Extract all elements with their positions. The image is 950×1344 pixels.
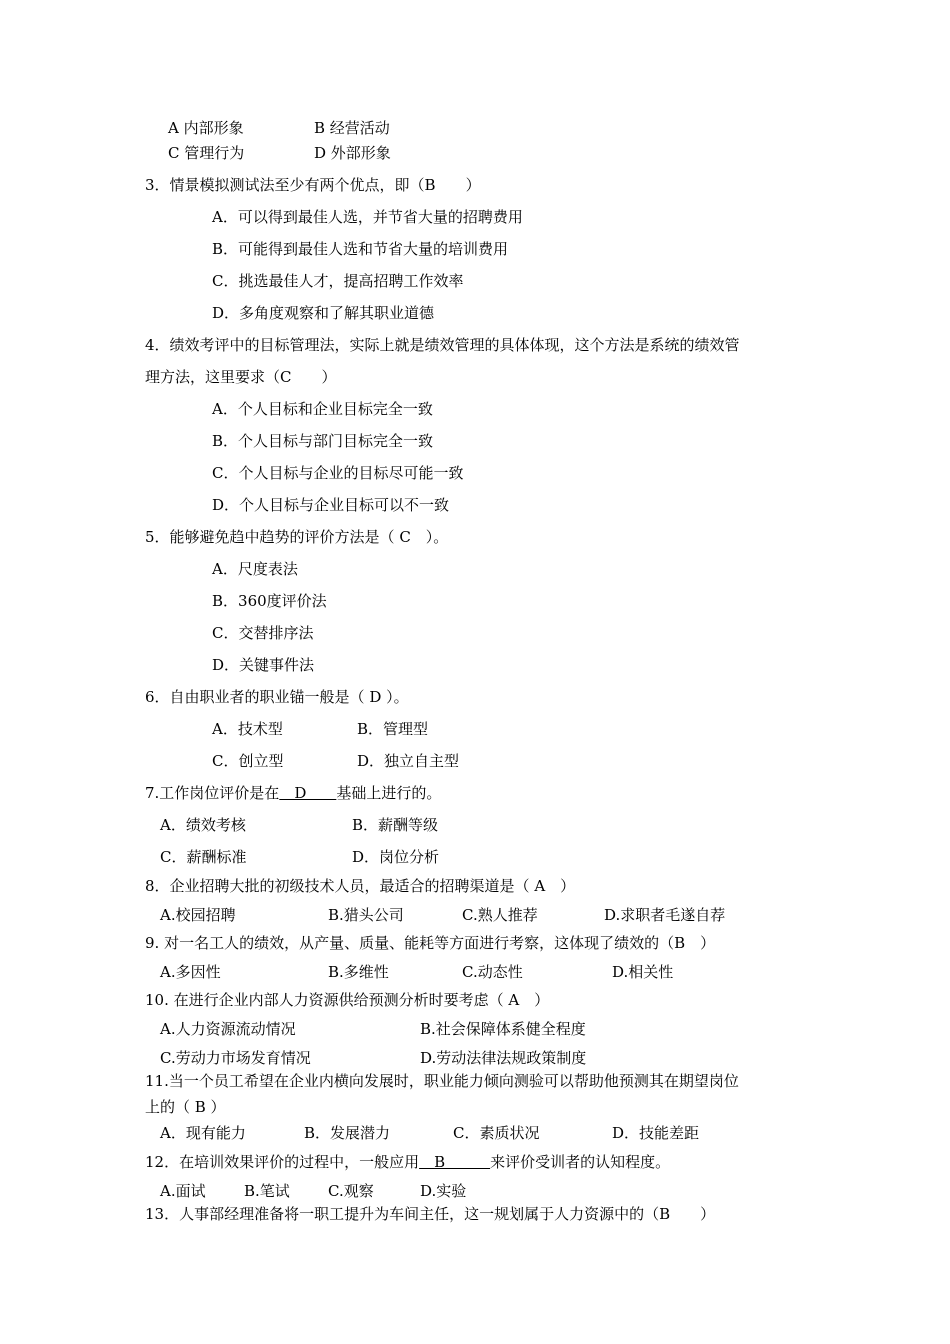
q11-option-d: D．技能差距: [612, 1124, 700, 1142]
q7-option-b: B．薪酬等级: [352, 816, 439, 834]
q2-option-b: B 经营活动: [314, 119, 390, 137]
q10-stem: 10. 在进行企业内部人力资源供给预测分析时要考虑（ A ）: [145, 991, 550, 1009]
q12-answer-blank: B: [419, 1153, 491, 1171]
q9-option-c: C.动态性: [462, 963, 523, 981]
q4-option-c: C．个人目标与企业的目标尽可能一致: [212, 464, 464, 482]
q10-option-d: D.劳动法律法规政策制度: [420, 1049, 587, 1067]
q5-option-c: C．交替排序法: [212, 624, 314, 642]
q4-stem-line2: 理方法，这里要求（C ）: [145, 368, 337, 386]
q11-stem-line2: 上的（ B ）: [145, 1098, 226, 1116]
q12-stem-after: 来评价受训者的认知程度。: [490, 1153, 671, 1171]
q10-option-c: C.劳动力市场发育情况: [160, 1049, 311, 1067]
q10-option-b: B.社会保障体系健全程度: [420, 1020, 586, 1038]
q6-stem: 6．自由职业者的职业锚一般是（ D ）。: [145, 688, 409, 706]
q12-option-c: C.观察: [328, 1182, 374, 1200]
q11-option-a: A．现有能力: [160, 1124, 246, 1142]
q11-stem-line1: 11.当一个员工希望在企业内横向发展时，职业能力倾向测验可以帮助他预测其在期望岗位: [145, 1072, 739, 1090]
q9-option-b: B.多维性: [328, 963, 389, 981]
q12-stem: [145, 1152, 670, 1172]
q5-option-d: D．关键事件法: [212, 656, 315, 674]
q5-option-b: B．360度评价法: [212, 592, 327, 610]
q10-option-a: A.人力资源流动情况: [160, 1020, 296, 1038]
q6-option-d: D．独立自主型: [357, 752, 460, 770]
q12-option-b: B.笔试: [244, 1182, 290, 1200]
q7-stem: [145, 783, 441, 803]
q5-stem: 5．能够避免趋中趋势的评价方法是（ C ）。: [145, 528, 449, 546]
q7-option-c: C．薪酬标准: [160, 848, 247, 866]
q4-stem-line1: 4．绩效考评中的目标管理法，实际上就是绩效管理的具体体现，这个方法是系统的绩效管: [145, 336, 740, 354]
q4-option-d: D．个人目标与企业目标可以不一致: [212, 496, 450, 514]
q12-option-a: A.面试: [160, 1182, 206, 1200]
q9-option-a: A.多因性: [160, 963, 221, 981]
q7-stem-after: 基础上进行的。: [336, 784, 442, 802]
q4-option-b: B．个人目标与部门目标完全一致: [212, 432, 434, 450]
q11-option-b: B．发展潜力: [304, 1124, 391, 1142]
q3-option-c: C．挑选最佳人才，提高招聘工作效率: [212, 272, 464, 290]
q8-stem: 8．企业招聘大批的初级技术人员，最适合的招聘渠道是（ A ）: [145, 877, 576, 895]
q6-option-a: A．技术型: [212, 720, 283, 738]
q12-stem-before: 12．在培训效果评价的过程中，一般应用: [145, 1153, 420, 1171]
q8-option-c: C.熟人推荐: [462, 906, 538, 924]
q2-option-a: A 内部形象: [168, 119, 244, 137]
q8-option-d: D.求职者毛遂自荐: [604, 906, 726, 924]
q3-stem: 3．情景模拟测试法至少有两个优点，即（B ）: [145, 176, 481, 194]
q6-option-b: B．管理型: [357, 720, 429, 738]
q7-answer-blank: D: [279, 784, 337, 802]
q3-option-b: B．可能得到最佳人选和节省大量的培训费用: [212, 240, 509, 258]
q8-option-b: B.猎头公司: [328, 906, 404, 924]
q11-option-c: C．素质状况: [453, 1124, 540, 1142]
q2-option-c: C 管理行为: [168, 144, 245, 162]
q7-option-a: A．绩效考核: [160, 816, 246, 834]
q13-stem: 13．人事部经理准备将一职工提升为车间主任，这一规划属于人力资源中的（B ）: [145, 1205, 716, 1223]
q7-stem-before: 7.工作岗位评价是在: [145, 784, 280, 802]
q8-option-a: A.校园招聘: [160, 906, 236, 924]
q3-option-a: A．可以得到最佳人选，并节省大量的招聘费用: [212, 208, 523, 226]
q12-option-d: D.实验: [420, 1182, 467, 1200]
q2-option-d: D 外部形象: [314, 144, 391, 162]
q5-option-a: A．尺度表法: [212, 560, 298, 578]
q6-option-c: C．创立型: [212, 752, 284, 770]
q4-option-a: A．个人目标和企业目标完全一致: [212, 400, 433, 418]
q7-option-d: D．岗位分析: [352, 848, 440, 866]
q3-option-d: D．多角度观察和了解其职业道德: [212, 304, 435, 322]
q9-option-d: D.相关性: [612, 963, 674, 981]
q9-stem: 9. 对一名工人的绩效，从产量、质量、能耗等方面进行考察，这体现了绩效的（B ）: [145, 934, 716, 952]
